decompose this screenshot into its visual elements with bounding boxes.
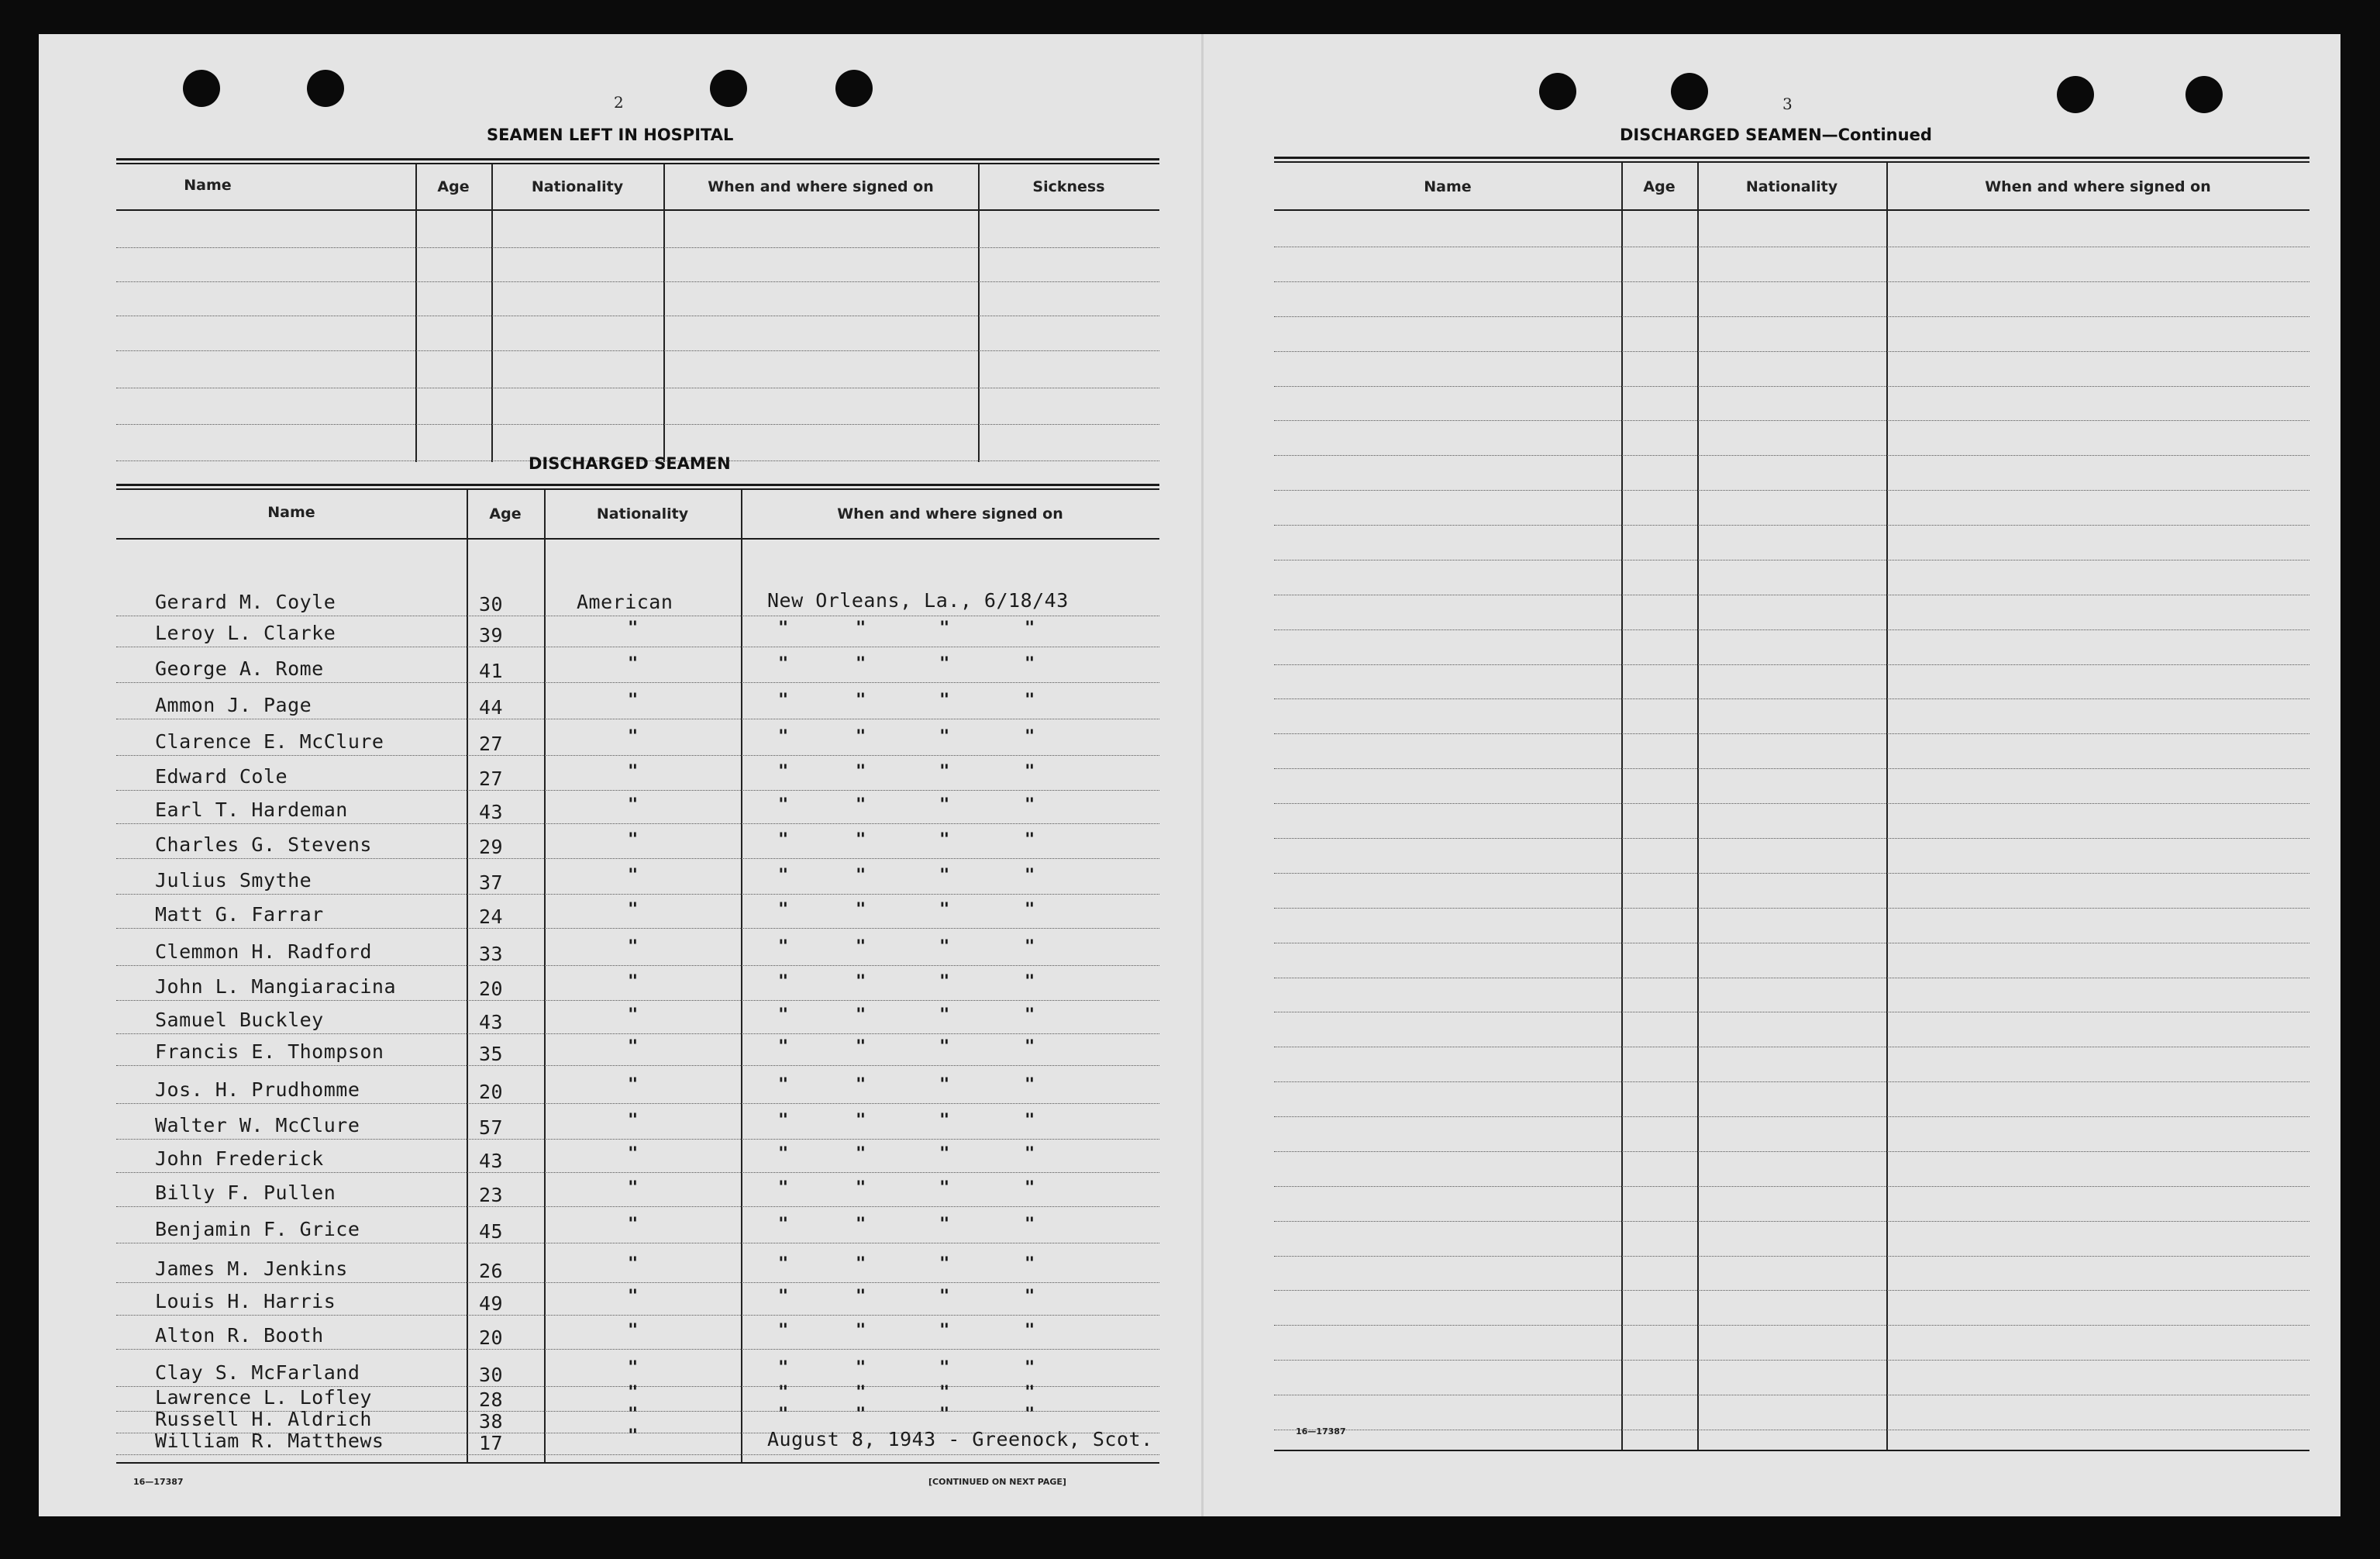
- nationality-ditto: ": [628, 1426, 639, 1446]
- nationality-ditto: ": [628, 1254, 639, 1274]
- section-title-discharged: DISCHARGED SEAMEN: [529, 454, 731, 473]
- seaman-name: Russell H. Aldrich: [155, 1408, 372, 1430]
- signed-ditto: ": [778, 1037, 789, 1057]
- punch-hole: [710, 70, 747, 107]
- entry-line: [116, 424, 1159, 425]
- entry-line: [116, 1033, 1159, 1034]
- seaman-name: James M. Jenkins: [155, 1257, 348, 1280]
- entry-line: [1274, 316, 2309, 317]
- seaman-name: Francis E. Thompson: [155, 1040, 384, 1063]
- seaman-name: Clemmon H. Radford: [155, 940, 372, 963]
- punch-hole: [1671, 73, 1708, 110]
- signed-ditto: ": [939, 1005, 950, 1025]
- signed-ditto: ": [1025, 795, 1035, 815]
- nationality-ditto: ": [628, 619, 639, 638]
- entry-line: [116, 350, 1159, 351]
- entry-line: [116, 281, 1159, 282]
- nationality-ditto: ": [628, 762, 639, 781]
- seaman-name: Charles G. Stevens: [155, 833, 372, 856]
- signed-ditto: ": [1025, 762, 1035, 781]
- seaman-age: 43: [479, 1150, 504, 1172]
- entry-line: [116, 247, 1159, 248]
- page-number: 3: [1782, 95, 1793, 113]
- seaman-age: 24: [479, 905, 504, 928]
- table-rule: [116, 163, 1159, 164]
- table-rule: [116, 158, 1159, 160]
- col-divider: [415, 164, 417, 462]
- seaman-name: Jos. H. Prudhomme: [155, 1078, 360, 1101]
- col-header-sickness: Sickness: [1032, 178, 1105, 195]
- col-divider: [491, 164, 493, 462]
- seaman-age: 33: [479, 943, 504, 965]
- entry-line: [116, 894, 1159, 895]
- entry-line: [116, 1065, 1159, 1066]
- seaman-age: 20: [479, 1326, 504, 1349]
- seaman-age: 23: [479, 1184, 504, 1206]
- col-header-name: Name: [184, 177, 232, 194]
- signed-ditto: ": [1025, 972, 1035, 992]
- signed-ditto: ": [856, 762, 866, 781]
- signed-ditto: ": [856, 727, 866, 747]
- entry-line: [1274, 698, 2309, 699]
- signed-ditto: ": [778, 691, 789, 710]
- seaman-age: 43: [479, 801, 504, 823]
- seaman-age: 45: [479, 1220, 504, 1243]
- seaman-age: 35: [479, 1043, 504, 1065]
- entry-line: [116, 1139, 1159, 1140]
- seaman-age: 27: [479, 767, 504, 790]
- table-rule: [1274, 161, 2309, 163]
- seaman-name: Clarence E. McClure: [155, 730, 384, 753]
- signed-ditto: ": [778, 1383, 789, 1402]
- nationality-ditto: ": [628, 900, 639, 919]
- nationality-ditto: ": [628, 727, 639, 747]
- signed-ditto: ": [856, 972, 866, 992]
- entry-line: [1274, 351, 2309, 352]
- entry-line: [116, 965, 1159, 966]
- entry-line: [1274, 629, 2309, 630]
- entry-line: [116, 1103, 1159, 1104]
- nationality-ditto: ": [628, 691, 639, 710]
- signed-ditto: ": [1025, 937, 1035, 957]
- seaman-age: 27: [479, 733, 504, 755]
- seaman-name: Alton R. Booth: [155, 1324, 324, 1347]
- seaman-age: 38: [479, 1410, 504, 1433]
- signed-ditto: ": [778, 619, 789, 638]
- entry-line: [1274, 908, 2309, 909]
- header-underline: [116, 209, 1159, 211]
- signed-ditto: ": [778, 762, 789, 781]
- seaman-age: 41: [479, 660, 504, 682]
- signed-ditto: ": [856, 691, 866, 710]
- seaman-name: George A. Rome: [155, 657, 324, 680]
- signed-ditto: ": [856, 795, 866, 815]
- entry-line: [1274, 386, 2309, 387]
- entry-line: [116, 823, 1159, 824]
- entry-line: [116, 858, 1159, 859]
- nationality-ditto: ": [628, 830, 639, 850]
- entry-line: [1274, 873, 2309, 874]
- signed-ditto: ": [1025, 1144, 1035, 1164]
- header-underline: [1274, 209, 2309, 211]
- nationality-ditto: ": [628, 1321, 639, 1340]
- entry-line: [116, 1315, 1159, 1316]
- entry-line: [116, 1172, 1159, 1173]
- col-divider: [544, 490, 546, 1462]
- seaman-name: William R. Matthews: [155, 1430, 384, 1452]
- entry-line: [116, 1349, 1159, 1350]
- punch-hole: [307, 70, 344, 107]
- entry-line: [1274, 664, 2309, 665]
- signed-ditto: ": [856, 1358, 866, 1378]
- signed-ditto: ": [778, 1215, 789, 1234]
- signed-ditto: ": [939, 762, 950, 781]
- signed-ditto: ": [1025, 830, 1035, 850]
- seaman-age: 49: [479, 1292, 504, 1315]
- signed-on: New Orleans, La., 6/18/43: [767, 589, 1069, 612]
- nationality-ditto: ": [628, 1383, 639, 1402]
- col-header-signed: When and where signed on: [1985, 178, 2211, 195]
- nationality-ditto: ": [628, 1287, 639, 1306]
- signed-ditto: ": [939, 1383, 950, 1402]
- seaman-age: 20: [479, 978, 504, 1000]
- seaman-age: 20: [479, 1081, 504, 1103]
- signed-ditto: ": [1025, 900, 1035, 919]
- signed-ditto: ": [856, 1178, 866, 1198]
- entry-line: [116, 755, 1159, 756]
- seaman-name: Samuel Buckley: [155, 1009, 324, 1031]
- seaman-age: 39: [479, 624, 504, 647]
- seaman-age: 29: [479, 836, 504, 858]
- seaman-name: Leroy L. Clarke: [155, 622, 336, 644]
- seaman-name: Benjamin F. Grice: [155, 1218, 360, 1240]
- entry-line: [1274, 281, 2309, 282]
- signed-ditto: ": [939, 1254, 950, 1274]
- entry-line: [116, 790, 1159, 791]
- signed-on: August 8, 1943 - Greenock, Scot.: [767, 1428, 1153, 1450]
- entry-line: [1274, 1256, 2309, 1257]
- signed-ditto: ": [778, 654, 789, 674]
- entry-line: [116, 1000, 1159, 1001]
- seaman-age: 26: [479, 1260, 504, 1282]
- signed-ditto: ": [1025, 1075, 1035, 1095]
- col-divider: [663, 164, 665, 462]
- signed-ditto: ": [856, 1111, 866, 1130]
- signed-ditto: ": [939, 619, 950, 638]
- page-number: 2: [614, 93, 624, 112]
- signed-ditto: ": [1025, 1178, 1035, 1198]
- entry-line: [1274, 768, 2309, 769]
- signed-ditto: ": [1025, 1005, 1035, 1025]
- signed-ditto: ": [778, 1254, 789, 1274]
- signed-ditto: ": [778, 830, 789, 850]
- form-number: 16—17387: [133, 1477, 184, 1487]
- entry-line: [1274, 1116, 2309, 1117]
- signed-ditto: ": [856, 1215, 866, 1234]
- entry-line: [116, 682, 1159, 683]
- nationality-ditto: ": [628, 1178, 639, 1198]
- signed-ditto: ": [939, 654, 950, 674]
- col-divider: [741, 490, 742, 1462]
- document-sheet: [39, 34, 2340, 1516]
- section-title-continued: DISCHARGED SEAMEN—Continued: [1620, 126, 1932, 144]
- col-divider: [467, 490, 468, 1462]
- seaman-name: Clay S. McFarland: [155, 1361, 360, 1384]
- signed-ditto: ": [856, 654, 866, 674]
- signed-ditto: ": [1025, 1358, 1035, 1378]
- seaman-age: 37: [479, 871, 504, 894]
- nationality-ditto: ": [628, 1358, 639, 1378]
- signed-ditto: ": [856, 1287, 866, 1306]
- header-underline: [116, 538, 1159, 540]
- signed-ditto: ": [778, 1111, 789, 1130]
- entry-line: [1274, 1290, 2309, 1291]
- signed-ditto: ": [939, 1111, 950, 1130]
- table-bottom-rule: [116, 1462, 1159, 1464]
- seaman-name: Julius Smythe: [155, 869, 312, 892]
- signed-ditto: ": [856, 1405, 866, 1424]
- signed-ditto: ": [778, 795, 789, 815]
- signed-ditto: ": [856, 1005, 866, 1025]
- signed-ditto: ": [1025, 1405, 1035, 1424]
- entry-line: [1274, 838, 2309, 839]
- seaman-age: 30: [479, 593, 504, 616]
- col-header-nationality: Nationality: [596, 505, 689, 523]
- seaman-name: Earl T. Hardeman: [155, 798, 348, 821]
- entry-line: [1274, 1081, 2309, 1082]
- signed-ditto: ": [1025, 1111, 1035, 1130]
- signed-ditto: ": [939, 1075, 950, 1095]
- nationality-ditto: ": [628, 1144, 639, 1164]
- seaman-name: Lawrence L. Lofley: [155, 1386, 372, 1409]
- entry-line: [1274, 1221, 2309, 1222]
- nationality-ditto: ": [628, 795, 639, 815]
- entry-line: [1274, 1186, 2309, 1187]
- col-header-signed: When and where signed on: [708, 178, 934, 195]
- signed-ditto: ": [778, 1358, 789, 1378]
- signed-ditto: ": [1025, 727, 1035, 747]
- entry-line: [1274, 733, 2309, 734]
- nationality-ditto: ": [628, 972, 639, 992]
- signed-ditto: ": [1025, 1321, 1035, 1340]
- signed-ditto: ": [778, 1075, 789, 1095]
- nationality-ditto: ": [628, 1215, 639, 1234]
- nationality-ditto: ": [628, 1005, 639, 1025]
- seaman-age: 57: [479, 1116, 504, 1139]
- entry-line: [116, 1282, 1159, 1283]
- signed-ditto: ": [856, 1075, 866, 1095]
- entry-line: [1274, 803, 2309, 804]
- seaman-name: Edward Cole: [155, 765, 288, 788]
- signed-ditto: ": [1025, 1383, 1035, 1402]
- form-number: 16—17387: [1296, 1426, 1346, 1437]
- entry-line: [1274, 525, 2309, 526]
- signed-ditto: ": [1025, 1215, 1035, 1234]
- nationality-ditto: ": [628, 1037, 639, 1057]
- entry-line: [1274, 1360, 2309, 1361]
- col-divider: [1886, 163, 1888, 1450]
- nationality-ditto: ": [628, 1111, 639, 1130]
- table-bottom-rule: [1274, 1450, 2309, 1451]
- entry-line: [1274, 490, 2309, 491]
- signed-ditto: ": [856, 866, 866, 885]
- signed-ditto: ": [939, 1215, 950, 1234]
- signed-ditto: ": [939, 1144, 950, 1164]
- signed-ditto: ": [1025, 1037, 1035, 1057]
- seaman-nationality: American: [577, 591, 673, 613]
- signed-ditto: ": [1025, 619, 1035, 638]
- seaman-age: 28: [479, 1388, 504, 1411]
- signed-ditto: ": [856, 1321, 866, 1340]
- nationality-ditto: ": [628, 654, 639, 674]
- col-header-signed: When and where signed on: [837, 505, 1063, 523]
- seaman-name: John Frederick: [155, 1147, 324, 1170]
- seaman-age: 17: [479, 1432, 504, 1454]
- entry-line: [1274, 455, 2309, 456]
- signed-ditto: ": [778, 1321, 789, 1340]
- seaman-age: 30: [479, 1364, 504, 1386]
- signed-ditto: ": [856, 900, 866, 919]
- col-divider: [1621, 163, 1623, 1450]
- table-rule: [116, 488, 1159, 490]
- nationality-ditto: ": [628, 866, 639, 885]
- entry-line: [1274, 1325, 2309, 1326]
- section-title-hospital: SEAMEN LEFT IN HOSPITAL: [487, 126, 734, 144]
- col-divider: [1697, 163, 1699, 1450]
- nationality-ditto: ": [628, 1075, 639, 1095]
- col-header-age: Age: [437, 178, 470, 195]
- table-rule: [1274, 157, 2309, 159]
- signed-ditto: ": [939, 691, 950, 710]
- entry-line: [1274, 1151, 2309, 1152]
- punch-hole: [2185, 76, 2223, 113]
- col-divider: [978, 164, 980, 462]
- punch-hole: [835, 70, 873, 107]
- signed-ditto: ": [778, 900, 789, 919]
- signed-ditto: ": [939, 795, 950, 815]
- signed-ditto: ": [778, 937, 789, 957]
- signed-ditto: ": [939, 866, 950, 885]
- signed-ditto: ": [778, 1178, 789, 1198]
- col-header-age: Age: [489, 505, 522, 523]
- page-fold: [1201, 34, 1204, 1516]
- signed-ditto: ": [856, 619, 866, 638]
- signed-ditto: ": [939, 1405, 950, 1424]
- seaman-age: 43: [479, 1011, 504, 1033]
- seaman-name: Matt G. Farrar: [155, 903, 324, 926]
- signed-ditto: ": [939, 1037, 950, 1057]
- signed-ditto: ": [778, 1005, 789, 1025]
- seaman-name: Louis H. Harris: [155, 1290, 336, 1312]
- seaman-name: Walter W. McClure: [155, 1114, 360, 1136]
- continued-note: [CONTINUED ON NEXT PAGE]: [928, 1477, 1066, 1487]
- signed-ditto: ": [856, 1254, 866, 1274]
- signed-ditto: ": [939, 830, 950, 850]
- signed-ditto: ": [939, 972, 950, 992]
- signed-ditto: ": [856, 1144, 866, 1164]
- signed-ditto: ": [1025, 691, 1035, 710]
- nationality-ditto: ": [628, 1405, 639, 1424]
- signed-ditto: ": [778, 1287, 789, 1306]
- punch-hole: [183, 70, 220, 107]
- signed-ditto: ": [856, 1037, 866, 1057]
- signed-ditto: ": [939, 1358, 950, 1378]
- signed-ditto: ": [778, 866, 789, 885]
- seaman-name: Ammon J. Page: [155, 694, 312, 716]
- signed-ditto: ": [939, 727, 950, 747]
- signed-ditto: ": [1025, 866, 1035, 885]
- seaman-name: Gerard M. Coyle: [155, 591, 336, 613]
- signed-ditto: ": [939, 1178, 950, 1198]
- signed-ditto: ": [778, 1144, 789, 1164]
- col-header-nationality: Nationality: [531, 178, 624, 195]
- signed-ditto: ": [1025, 1287, 1035, 1306]
- seaman-name: Billy F. Pullen: [155, 1181, 336, 1204]
- entry-line: [116, 1454, 1159, 1455]
- table-rule: [116, 484, 1159, 486]
- signed-ditto: ": [778, 1405, 789, 1424]
- col-header-nationality: Nationality: [1745, 178, 1838, 195]
- signed-ditto: ": [778, 727, 789, 747]
- seaman-name: John L. Mangiaracina: [155, 975, 397, 998]
- signed-ditto: ": [939, 937, 950, 957]
- punch-hole: [2057, 76, 2094, 113]
- signed-ditto: ": [939, 1321, 950, 1340]
- signed-ditto: ": [856, 937, 866, 957]
- signed-ditto: ": [939, 900, 950, 919]
- entry-line: [116, 928, 1159, 929]
- signed-ditto: ": [778, 972, 789, 992]
- punch-hole: [1539, 73, 1576, 110]
- col-header-age: Age: [1643, 178, 1676, 195]
- entry-line: [116, 1206, 1159, 1207]
- col-header-name: Name: [1424, 178, 1472, 195]
- signed-ditto: ": [856, 830, 866, 850]
- signed-ditto: ": [1025, 1254, 1035, 1274]
- seaman-age: 44: [479, 696, 504, 719]
- signed-ditto: ": [856, 1383, 866, 1402]
- col-header-name: Name: [267, 504, 315, 521]
- nationality-ditto: ": [628, 937, 639, 957]
- signed-ditto: ": [939, 1287, 950, 1306]
- signed-ditto: ": [1025, 654, 1035, 674]
- entry-line: [1274, 420, 2309, 421]
